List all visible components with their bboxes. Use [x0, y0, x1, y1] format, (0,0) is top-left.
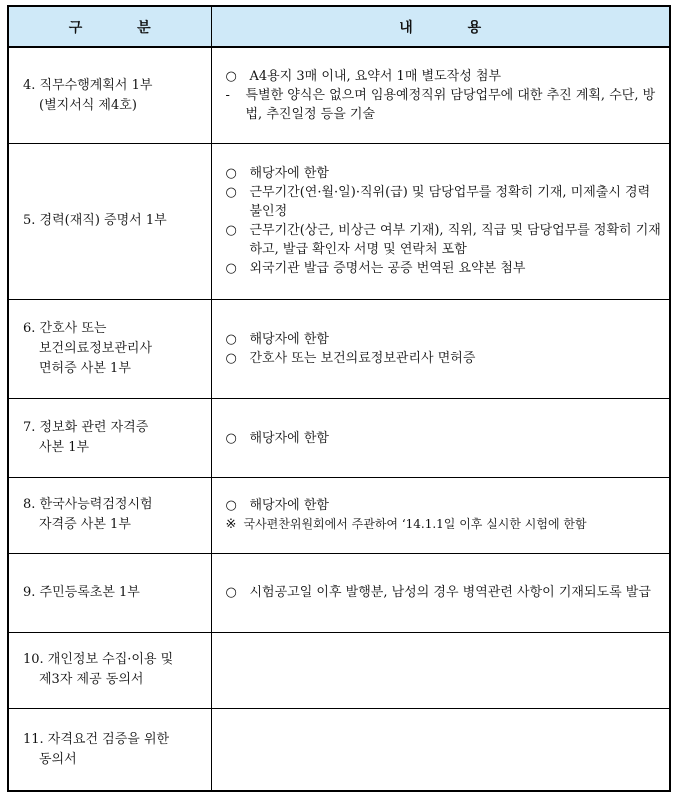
dash-bullet-icon: -: [225, 88, 230, 103]
circle-bullet-icon: ○: [225, 430, 237, 446]
description-cell: [211, 709, 670, 792]
item-label: 동의서: [39, 751, 77, 767]
item-label: 4. 직무수행계획서 1부: [23, 77, 153, 93]
list-item: ※ 국사편찬위원회에서 주관하여 ‘14.1.1일 이후 실시한 시험에 한함: [225, 517, 587, 533]
item-cell: [8, 632, 211, 708]
circle-bullet-icon: ○: [225, 351, 237, 367]
item-cell: [8, 47, 211, 144]
table-row: [8, 554, 670, 632]
item-cell: [8, 299, 211, 399]
table-row: [8, 477, 670, 553]
description-cell: [211, 554, 670, 632]
circle-bullet-icon: ○: [225, 185, 237, 201]
circle-bullet-icon: ○: [225, 69, 237, 84]
list-item: ○ 외국기관 발급 증명서는 공증 번역된 요약본 첨부: [225, 261, 526, 277]
description-cell: [211, 47, 670, 144]
reference-mark-icon: ※: [225, 517, 237, 533]
description-cell: [211, 477, 670, 553]
table-row: [8, 709, 670, 792]
circle-bullet-icon: ○: [225, 166, 237, 182]
list-item: ○ 근무기간(상근, 비상근 여부 기재), 직위, 직급 및 담당업무를 정확히 기재하고, 발급 확인자 서명 및 연락처 포함: [225, 223, 661, 258]
table-header-row: [8, 6, 670, 47]
item-cell: [8, 554, 211, 632]
item-label: 면허증 사본 1부: [39, 361, 131, 377]
item-cell: [8, 399, 211, 477]
description-cell: [211, 632, 670, 708]
list-item: ○ 해당자에 한함: [225, 332, 329, 348]
document-table: [7, 5, 671, 792]
list-item: ○ 해당자에 한함: [225, 166, 329, 182]
circle-bullet-icon: ○: [225, 498, 237, 514]
item-label: 제3자 제공 동의서: [39, 672, 144, 688]
list-item: ○ A4용지 3매 이내, 요약서 1매 별도작성 첨부: [225, 69, 501, 84]
circle-bullet-icon: ○: [225, 332, 237, 348]
list-item: ○ 근무기간(연·월·일)·직위(급) 및 담당업무를 정확히 기재, 미제출시 경력 불인정: [225, 185, 651, 220]
circle-bullet-icon: ○: [225, 585, 237, 601]
item-label: 11. 자격요건 검증을 위한: [23, 731, 170, 747]
description-cell: [211, 144, 670, 300]
description-cell: [211, 299, 670, 399]
list-item: ○ 간호사 또는 보건의료정보관리사 면허증: [225, 351, 476, 367]
item-label: 사본 1부: [39, 440, 90, 456]
table-row: [8, 47, 670, 144]
list-item: ○ 시험공고일 이후 발행분, 남성의 경우 병역관련 사항이 기재되도록 발급: [225, 585, 651, 601]
item-label: 6. 간호사 또는: [23, 321, 107, 337]
item-label: 9. 주민등록초본 1부: [23, 584, 140, 600]
item-label: 자격증 사본 1부: [39, 517, 131, 533]
table-row: [8, 632, 670, 708]
circle-bullet-icon: ○: [225, 223, 237, 239]
header-category: 구 분: [8, 6, 211, 47]
circle-bullet-icon: ○: [225, 261, 237, 277]
item-label: 보건의료정보관리사: [39, 341, 153, 357]
item-label: 7. 정보화 관련 자격증: [23, 420, 149, 436]
list-item: ○ 해당자에 한함: [225, 498, 329, 514]
item-label: 10. 개인정보 수집·이용 및: [23, 652, 174, 668]
table-row: [8, 299, 670, 399]
table-row: [8, 399, 670, 477]
item-cell: [8, 477, 211, 553]
list-item: - 특별한 양식은 없으며 임용예정직위 담당업무에 대한 추진 계획, 수단, 방법, 추진일정 등을 기술: [225, 88, 656, 122]
list-item: ○ 해당자에 한함: [225, 430, 329, 446]
item-cell: [8, 144, 211, 300]
item-cell: [8, 709, 211, 792]
item-label: 8. 한국사능력검정시험: [23, 497, 153, 513]
header-content: 내 용: [211, 6, 670, 47]
table-row: [8, 144, 670, 300]
item-label: (별지서식 제4호): [39, 97, 137, 113]
description-cell: [211, 399, 670, 477]
item-label: 5. 경력(재직) 증명서 1부: [23, 213, 167, 229]
